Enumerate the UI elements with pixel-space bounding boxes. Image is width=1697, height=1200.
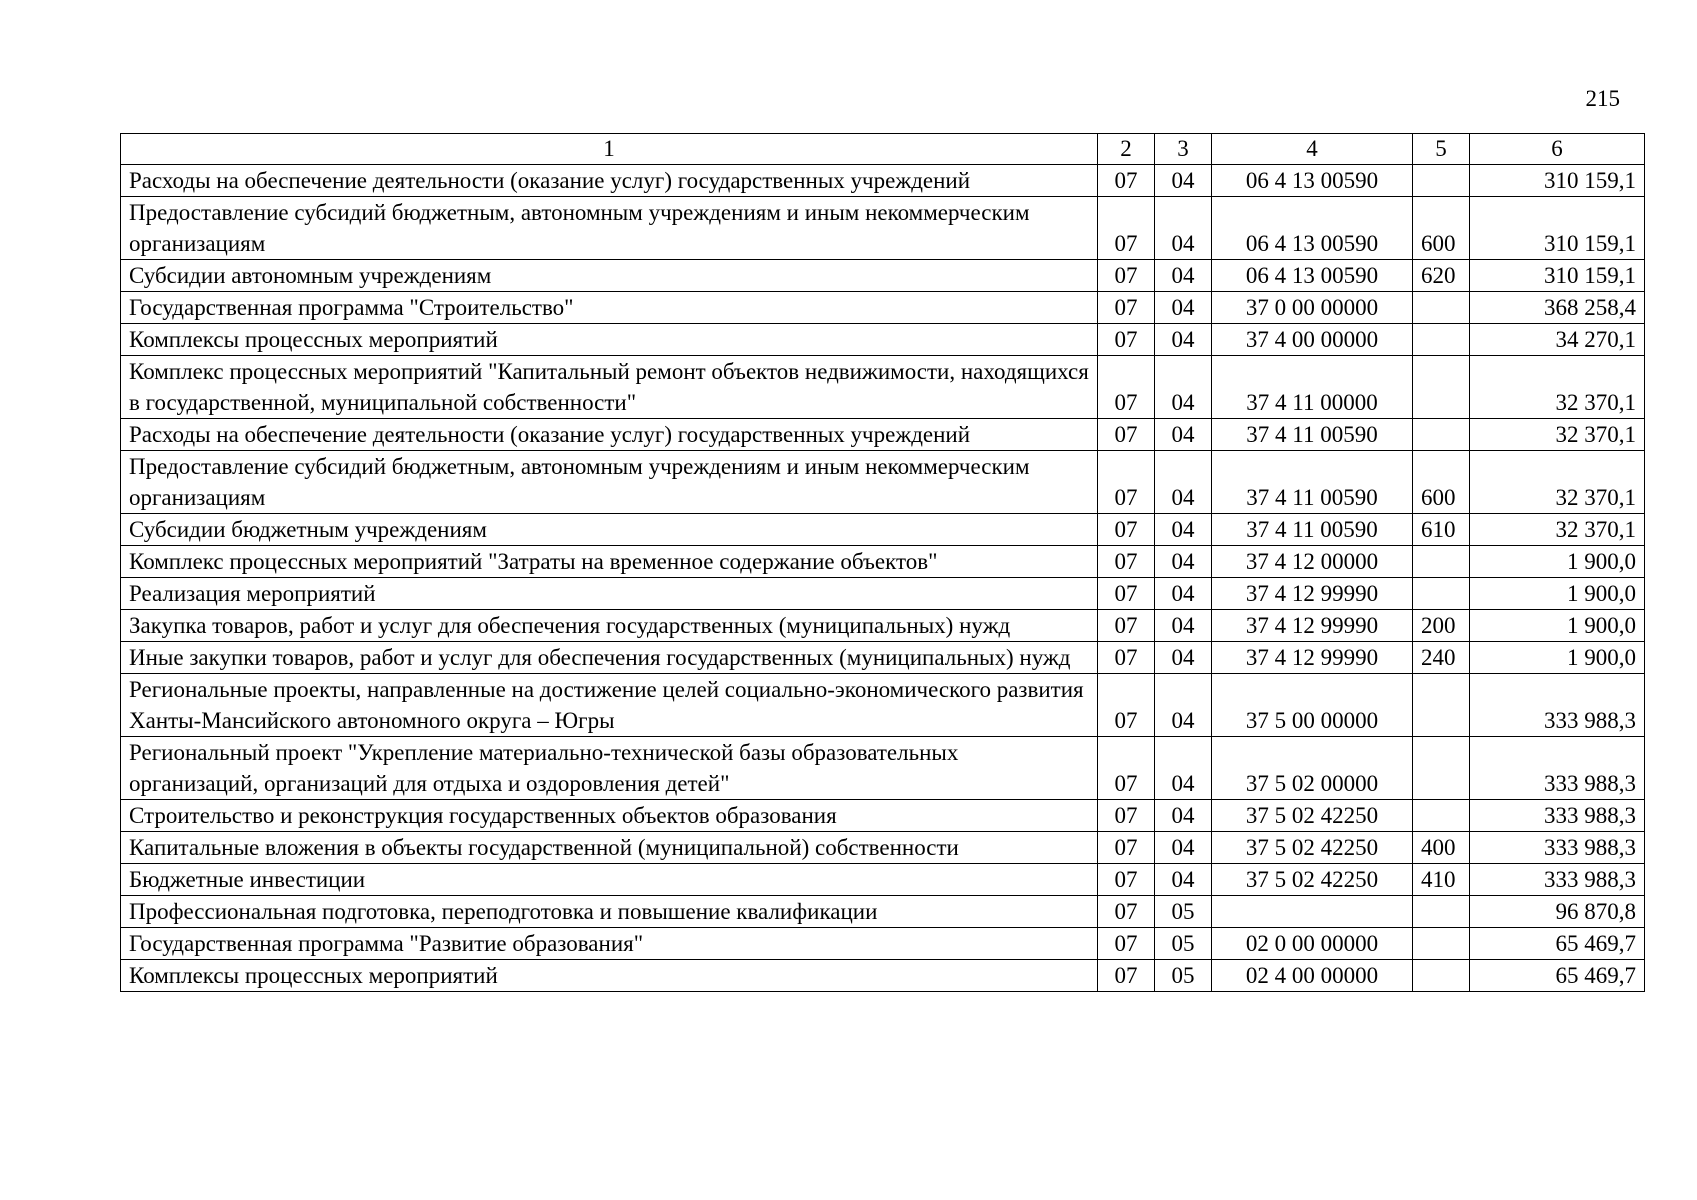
header-cell: 4 [1212,134,1413,165]
section-code-cell: 07 [1098,260,1155,292]
subsection-code-cell: 05 [1155,896,1212,928]
amount-cell: 32 370,1 [1470,451,1645,514]
target-article-cell: 37 4 11 00590 [1212,451,1413,514]
subsection-code-cell: 04 [1155,514,1212,546]
subsection-code-cell: 04 [1155,610,1212,642]
expense-type-cell [1413,356,1470,419]
expense-type-cell: 410 [1413,864,1470,896]
expense-type-cell [1413,578,1470,610]
section-code-cell: 07 [1098,451,1155,514]
expense-type-cell [1413,324,1470,356]
subsection-code-cell: 04 [1155,674,1212,737]
expense-type-cell [1413,165,1470,197]
amount-cell: 333 988,3 [1470,674,1645,737]
row-name-cell: Иные закупки товаров, работ и услуг для обеспечения государственных (муниципальных) нужд [121,642,1098,674]
section-code-cell: 07 [1098,800,1155,832]
row-name-cell: Комплекс процессных мероприятий "Затраты на временное содержание объектов" [121,546,1098,578]
target-article-cell: 37 5 02 00000 [1212,737,1413,800]
amount-cell: 1 900,0 [1470,578,1645,610]
subsection-code-cell: 04 [1155,832,1212,864]
subsection-code-cell: 04 [1155,800,1212,832]
target-article-cell: 02 0 00 00000 [1212,928,1413,960]
section-code-cell: 07 [1098,928,1155,960]
row-name-cell: Закупка товаров, работ и услуг для обеспечения государственных (муниципальных) нужд [121,610,1098,642]
amount-cell: 32 370,1 [1470,514,1645,546]
subsection-code-cell: 04 [1155,324,1212,356]
section-code-cell: 07 [1098,960,1155,992]
table-row [121,896,1645,928]
target-article-cell [1212,896,1413,928]
row-name-cell: Субсидии автономным учреждениям [121,260,1098,292]
table-row [121,642,1645,674]
subsection-code-cell: 04 [1155,642,1212,674]
target-article-cell: 37 5 02 42250 [1212,832,1413,864]
target-article-cell: 06 4 13 00590 [1212,165,1413,197]
amount-cell: 65 469,7 [1470,928,1645,960]
amount-cell: 32 370,1 [1470,419,1645,451]
amount-cell: 333 988,3 [1470,737,1645,800]
subsection-code-cell: 04 [1155,546,1212,578]
section-code-cell: 07 [1098,610,1155,642]
table-row [121,451,1645,514]
target-article-cell: 02 4 00 00000 [1212,960,1413,992]
table-row [121,292,1645,324]
table-row [121,674,1645,737]
table-row [121,419,1645,451]
target-article-cell: 37 0 00 00000 [1212,292,1413,324]
amount-cell: 32 370,1 [1470,356,1645,419]
target-article-cell: 37 4 11 00590 [1212,514,1413,546]
table-row [121,737,1645,800]
expense-type-cell [1413,896,1470,928]
table-row [121,165,1645,197]
header-cell: 6 [1470,134,1645,165]
amount-cell: 1 900,0 [1470,642,1645,674]
subsection-code-cell: 04 [1155,292,1212,324]
subsection-code-cell: 04 [1155,419,1212,451]
budget-table [120,133,1645,992]
amount-cell: 310 159,1 [1470,197,1645,260]
target-article-cell: 06 4 13 00590 [1212,260,1413,292]
expense-type-cell [1413,960,1470,992]
subsection-code-cell: 04 [1155,197,1212,260]
header-cell: 5 [1413,134,1470,165]
amount-cell: 310 159,1 [1470,165,1645,197]
target-article-cell: 37 4 12 00000 [1212,546,1413,578]
subsection-code-cell: 04 [1155,864,1212,896]
row-name-cell: Предоставление субсидий бюджетным, автономным учреждениям и иным некоммерческим организациям [121,451,1098,514]
row-name-cell: Региональный проект "Укрепление материально-технической базы образовательных организаций, организаций для отдыха и оздоровления детей" [121,737,1098,800]
section-code-cell: 07 [1098,674,1155,737]
section-code-cell: 07 [1098,197,1155,260]
expense-type-cell: 620 [1413,260,1470,292]
section-code-cell: 07 [1098,642,1155,674]
amount-cell: 96 870,8 [1470,896,1645,928]
expense-type-cell [1413,419,1470,451]
expense-type-cell [1413,928,1470,960]
table-row [121,800,1645,832]
row-name-cell: Комплексы процессных мероприятий [121,324,1098,356]
row-name-cell: Профессиональная подготовка, переподготовка и повышение квалификации [121,896,1098,928]
section-code-cell: 07 [1098,324,1155,356]
section-code-cell: 07 [1098,896,1155,928]
page-number: 215 [1585,86,1620,111]
section-code-cell: 07 [1098,292,1155,324]
expense-type-cell: 610 [1413,514,1470,546]
section-code-cell: 07 [1098,832,1155,864]
row-name-cell: Строительство и реконструкция государственных объектов образования [121,800,1098,832]
table-row [121,356,1645,419]
expense-type-cell [1413,292,1470,324]
table-row [121,864,1645,896]
header-cell: 2 [1098,134,1155,165]
subsection-code-cell: 04 [1155,165,1212,197]
header-cell: 1 [121,134,1098,165]
target-article-cell: 37 4 00 00000 [1212,324,1413,356]
section-code-cell: 07 [1098,356,1155,419]
target-article-cell: 37 5 00 00000 [1212,674,1413,737]
subsection-code-cell: 04 [1155,451,1212,514]
table-row [121,610,1645,642]
row-name-cell: Расходы на обеспечение деятельности (оказание услуг) государственных учреждений [121,165,1098,197]
amount-cell: 333 988,3 [1470,864,1645,896]
subsection-code-cell: 04 [1155,737,1212,800]
expense-type-cell [1413,674,1470,737]
amount-cell: 310 159,1 [1470,260,1645,292]
row-name-cell: Предоставление субсидий бюджетным, автономным учреждениям и иным некоммерческим организациям [121,197,1098,260]
target-article-cell: 37 4 12 99990 [1212,642,1413,674]
expense-type-cell: 240 [1413,642,1470,674]
table-row [121,546,1645,578]
subsection-code-cell: 05 [1155,928,1212,960]
header-cell: 3 [1155,134,1212,165]
subsection-code-cell: 04 [1155,356,1212,419]
row-name-cell: Бюджетные инвестиции [121,864,1098,896]
target-article-cell: 37 4 11 00590 [1212,419,1413,451]
row-name-cell: Государственная программа "Развитие образования" [121,928,1098,960]
expense-type-cell [1413,737,1470,800]
expense-type-cell: 600 [1413,451,1470,514]
table-row [121,928,1645,960]
amount-cell: 34 270,1 [1470,324,1645,356]
expense-type-cell: 600 [1413,197,1470,260]
subsection-code-cell: 05 [1155,960,1212,992]
subsection-code-cell: 04 [1155,578,1212,610]
target-article-cell: 37 4 12 99990 [1212,610,1413,642]
expense-type-cell: 400 [1413,832,1470,864]
table-row [121,260,1645,292]
target-article-cell: 37 4 11 00000 [1212,356,1413,419]
section-code-cell: 07 [1098,165,1155,197]
expense-type-cell [1413,800,1470,832]
row-name-cell: Субсидии бюджетным учреждениям [121,514,1098,546]
expense-type-cell: 200 [1413,610,1470,642]
row-name-cell: Капитальные вложения в объекты государственной (муниципальной) собственности [121,832,1098,864]
amount-cell: 368 258,4 [1470,292,1645,324]
subsection-code-cell: 04 [1155,260,1212,292]
expense-type-cell [1413,546,1470,578]
section-code-cell: 07 [1098,864,1155,896]
target-article-cell: 37 5 02 42250 [1212,800,1413,832]
amount-cell: 65 469,7 [1470,960,1645,992]
amount-cell: 333 988,3 [1470,800,1645,832]
section-code-cell: 07 [1098,514,1155,546]
amount-cell: 1 900,0 [1470,546,1645,578]
section-code-cell: 07 [1098,578,1155,610]
table-row [121,578,1645,610]
row-name-cell: Комплекс процессных мероприятий "Капитальный ремонт объектов недвижимости, находящихся в государственной, муниципальной собственности" [121,356,1098,419]
row-name-cell: Комплексы процессных мероприятий [121,960,1098,992]
row-name-cell: Расходы на обеспечение деятельности (оказание услуг) государственных учреждений [121,419,1098,451]
table-row [121,514,1645,546]
table-row [121,960,1645,992]
target-article-cell: 37 5 02 42250 [1212,864,1413,896]
table-row [121,197,1645,260]
section-code-cell: 07 [1098,546,1155,578]
table-row [121,324,1645,356]
target-article-cell: 37 4 12 99990 [1212,578,1413,610]
row-name-cell: Государственная программа "Строительство" [121,292,1098,324]
amount-cell: 333 988,3 [1470,832,1645,864]
table-row [121,832,1645,864]
amount-cell: 1 900,0 [1470,610,1645,642]
section-code-cell: 07 [1098,737,1155,800]
row-name-cell: Реализация мероприятий [121,578,1098,610]
section-code-cell: 07 [1098,419,1155,451]
row-name-cell: Региональные проекты, направленные на достижение целей социально-экономического развития Ханты-Мансийского автономного округа – Югры [121,674,1098,737]
target-article-cell: 06 4 13 00590 [1212,197,1413,260]
table-header-row [121,134,1645,165]
